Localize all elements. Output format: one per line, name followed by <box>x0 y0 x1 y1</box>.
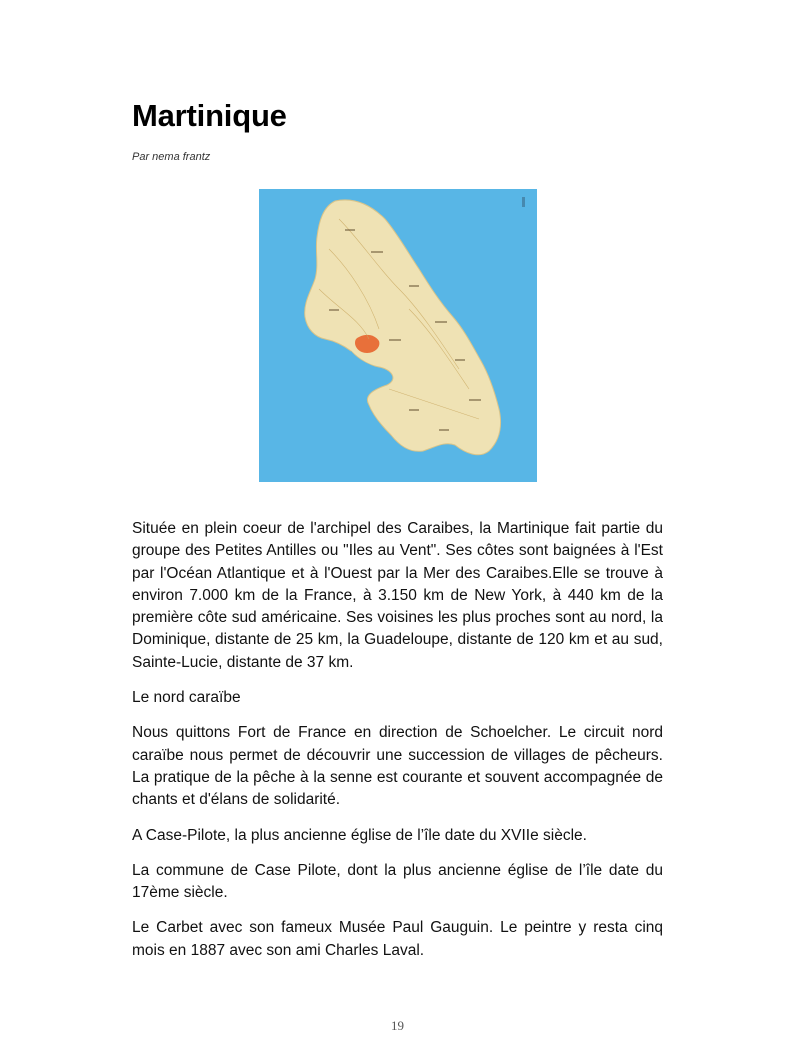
page-title: Martinique <box>132 98 287 133</box>
paragraph-case-pilote: A Case-Pilote, la plus ancienne église de l’île date du XVIIe siècle. <box>132 826 587 844</box>
author-byline: Par nema frantz <box>132 151 211 163</box>
paragraph-circuit: Nous quittons Fort de France en direction de Schoelcher. Le circuit nord caraïbe nous permet de découvrir une succession de villages de pêcheurs. La pratique de la pêche à la senne est courante et souvent accompagnée de chants et d'élans de solidarité. <box>132 724 663 809</box>
paragraph-intro: Située en plein coeur de l'archipel des Caraibes, la Martinique fait partie du groupe des Petites Antilles ou "Iles au Vent". Ses côtes sont baignées à l'Est par l'Océan Atlantique et à l'Ouest par la Mer des Caraibes.Elle se trouve à environ 7.000 km de la France, à 3.150 km de New York, à 440 km de la première côte sud américaine. Ses voisines les plus proches sont au nord, la Dominique, distante de 25 km, la Guadeloupe, distante de 120 km et au sud, Sainte-Lucie, distante de 37 km. <box>132 520 663 671</box>
article-body <box>132 518 663 975</box>
paragraph-commune: La commune de Case Pilote, dont la plus ancienne église de l’île date du 17ème siècle. <box>132 861 663 902</box>
page-number: 19 <box>391 1018 404 1033</box>
paragraph-carbet: Le Carbet avec son fameux Musée Paul Gauguin. Le peintre y resta cinq mois en 1887 avec son ami Charles Laval. <box>132 919 663 959</box>
martinique-map-image <box>259 189 537 482</box>
section-heading-nord-caraibe: Le nord caraïbe <box>132 689 241 707</box>
map-graphic <box>259 189 537 482</box>
